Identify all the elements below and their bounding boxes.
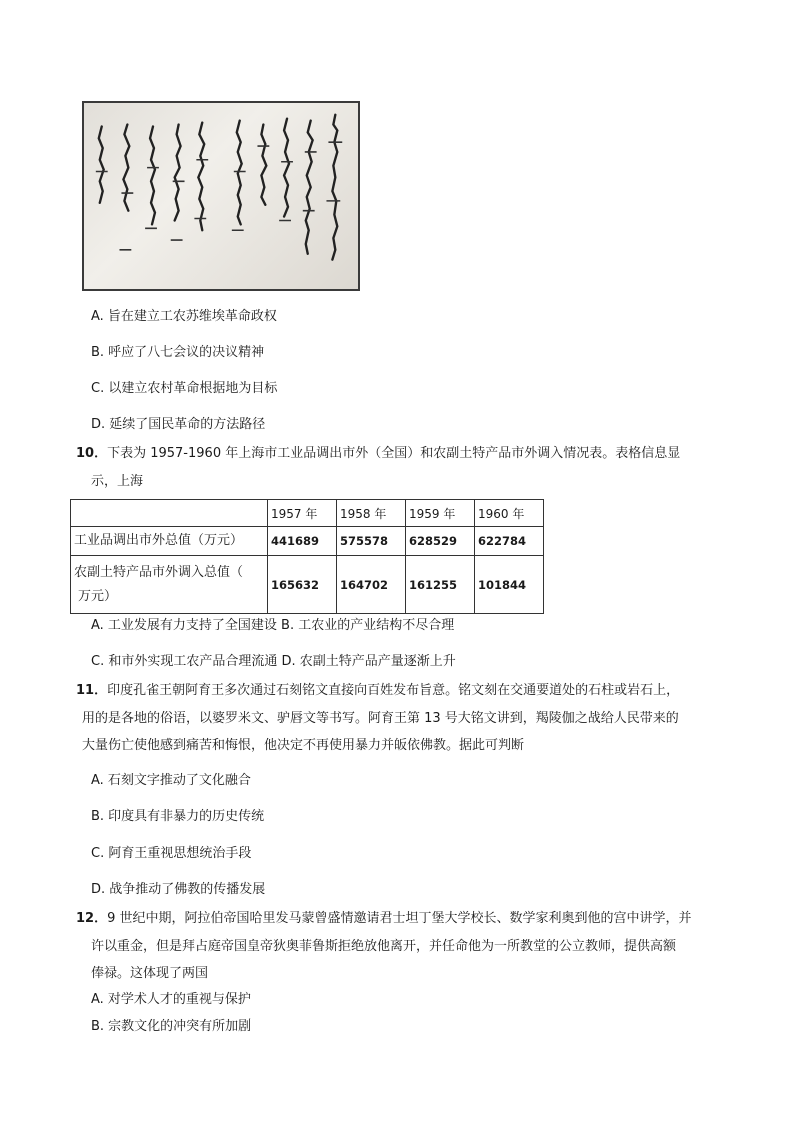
q12-stem-line3: 俸禄。这体现了两国 bbox=[91, 966, 209, 981]
table-cell: 164702 bbox=[337, 556, 406, 614]
q10-data-table bbox=[70, 499, 544, 614]
q10-stem-line1: 10．下表为 1957-1960 年上海市工业品调出市外（全国）和农副土特产品市外调入情况表。表格信息显 bbox=[76, 446, 681, 461]
table-header-row bbox=[71, 500, 544, 527]
q11-stem-line1: 11．印度孔雀王朝阿育王多次通过石刻铭文直接向百姓发布旨意。铭文刻在交通要道处的石柱或岩石上， bbox=[76, 683, 680, 698]
q12-option-b: B. 宗教文化的冲突有所加剧 bbox=[91, 1019, 252, 1034]
handwritten-manuscript-picture bbox=[84, 103, 358, 289]
q12-stem-line1: 12．9 世纪中期，阿拉伯帝国哈里发马蒙曾盛情邀请君士坦丁堡大学校长、数学家利奥到他的宫中讲学，并 bbox=[76, 911, 692, 926]
table-corner-cell bbox=[71, 500, 268, 527]
table-cell: 622784 bbox=[475, 527, 544, 556]
q11-stem-line2: 用的是各地的俗语，以婆罗米文、驴唇文等书写。阿育王第 13 号大铭文讲到，羯陵伽之战给人民带来的 bbox=[82, 711, 679, 726]
table-header-cell: 1958 年 bbox=[337, 500, 406, 527]
q11-stem-line3: 大量伤亡使他感到痛苦和悔恨，他决定不再使用暴力并皈依佛教。据此可判断 bbox=[82, 738, 525, 753]
q10-stem-line2: 示，上海 bbox=[91, 474, 144, 489]
q9-option-a: A. 旨在建立工农苏维埃革命政权 bbox=[91, 309, 277, 324]
q11-number: 11． bbox=[76, 683, 108, 698]
table-cell: 628529 bbox=[406, 527, 475, 556]
q10-number: 10． bbox=[76, 446, 108, 461]
historical-document-image bbox=[82, 101, 360, 291]
q10-options-cd: C. 和市外实现工农产品合理流通 D. 农副土特产品产量逐渐上升 bbox=[91, 654, 456, 669]
q10-options-ab: A. 工业发展有力支持了全国建设 B. 工农业的产业结构不尽合理 bbox=[91, 618, 455, 633]
q11-option-b: B. 印度具有非暴力的历史传统 bbox=[91, 809, 265, 824]
q12-number: 12． bbox=[76, 911, 108, 926]
table-header-cell: 1957 年 bbox=[268, 500, 337, 527]
table-cell: 101844 bbox=[475, 556, 544, 614]
q12-option-a: A. 对学术人才的重视与保护 bbox=[91, 992, 251, 1007]
table-row bbox=[71, 527, 544, 556]
table-row bbox=[71, 556, 544, 614]
table-header-cell: 1960 年 bbox=[475, 500, 544, 527]
table-cell: 441689 bbox=[268, 527, 337, 556]
table-cell: 575578 bbox=[337, 527, 406, 556]
q11-option-d: D. 战争推动了佛教的传播发展 bbox=[91, 882, 266, 897]
q9-option-c: C. 以建立农村革命根据地为目标 bbox=[91, 381, 278, 396]
table-cell: 165632 bbox=[268, 556, 337, 614]
q9-option-d: D. 延续了国民革命的方法路径 bbox=[91, 417, 266, 432]
table-row-label: 工业品调出市外总值（万元） bbox=[71, 527, 268, 556]
table-cell: 161255 bbox=[406, 556, 475, 614]
q9-option-b: B. 呼应了八七会议的决议精神 bbox=[91, 345, 265, 360]
table-header-cell: 1959 年 bbox=[406, 500, 475, 527]
q11-option-c: C. 阿育王重视思想统治手段 bbox=[91, 846, 252, 861]
q12-stem-line2: 许以重金，但是拜占庭帝国皇帝狄奥菲鲁斯拒绝放他离开，并任命他为一所教堂的公立教师，提供高额 bbox=[91, 939, 677, 954]
q11-option-a: A. 石刻文字推动了文化融合 bbox=[91, 773, 251, 788]
table-row-label: 农副土特产品市外调入总值（ 万元） bbox=[71, 556, 268, 614]
